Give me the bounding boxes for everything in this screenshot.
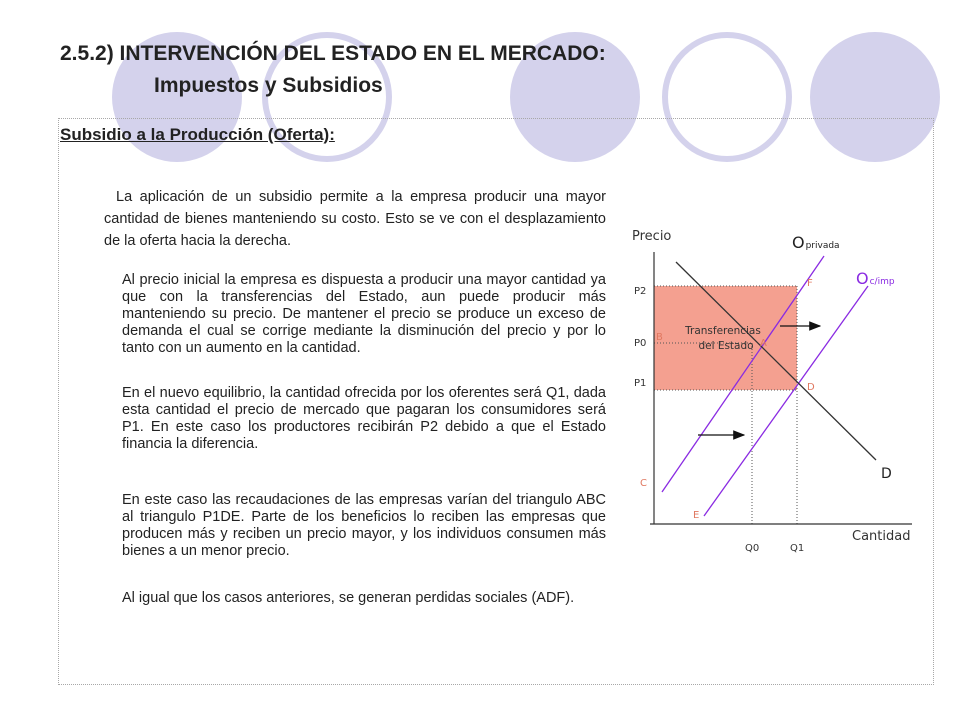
point-label-b: B bbox=[656, 332, 663, 343]
section-subtitle: Subsidio a la Producción (Oferta): bbox=[60, 125, 335, 144]
supply-private-label: Oprivada bbox=[792, 233, 840, 252]
slide-title: 2.5.2) INTERVENCIÓN DEL ESTADO EN EL MERCADO: bbox=[60, 42, 606, 65]
paragraph-3: En el nuevo equilibrio, la cantidad ofrecida por los oferentes será Q1, dada esta cantidad el precio de mercado que pagaran los consumidores será P1. En este caso los productores recibirán P2 debido a que el Estado financia la diferencia. bbox=[122, 385, 606, 452]
paragraph-2: Al precio inicial la empresa es dispuesta a producir una mayor cantidad ya que con la transferencias del Estado, aun puede producir más manteniendo su precio. De mantener el precio se produce un exceso de demanda el cual se corrige mediante la disminución del precio y por lo tanto con un aumento en la cantidad. bbox=[122, 272, 606, 356]
transfer-area bbox=[654, 286, 797, 390]
transfer-label-line2: del Estado bbox=[698, 340, 754, 352]
point-label-a: A bbox=[760, 338, 767, 349]
point-label-c: C bbox=[640, 478, 647, 489]
transfer-label-line1: Transferencias bbox=[685, 325, 761, 337]
price-label-p2: P2 bbox=[634, 286, 647, 297]
slide-title-line2: Impuestos y Subsidios bbox=[154, 74, 383, 97]
paragraph-5: Al igual que los casos anteriores, se generan perdidas sociales (ADF). bbox=[122, 590, 575, 606]
supply-subsidy-label: Oc/imp bbox=[856, 269, 895, 288]
quantity-label-q1: Q1 bbox=[790, 543, 805, 554]
demand-label: D bbox=[881, 466, 892, 482]
price-label-p1: P1 bbox=[634, 378, 647, 389]
paragraph-4: En este caso las recaudaciones de las empresas varían del triangulo ABC al triangulo P1DE. Parte de los beneficios lo reciben las empresas que producen más y reciben un precio mayor, y los individuos consumen más bienes a un menor precio. bbox=[122, 492, 606, 559]
price-label-p0: P0 bbox=[634, 338, 647, 349]
quantity-label-q0: Q0 bbox=[745, 543, 760, 554]
point-label-e: E bbox=[693, 510, 700, 521]
y-axis-label: Precio bbox=[632, 229, 672, 244]
point-label-d: D bbox=[807, 382, 815, 393]
paragraph-1: La aplicación de un subsidio permite a la empresa producir una mayor cantidad de bienes manteniendo su costo. Esto se ve con el desplazamiento de la oferta hacia la derecha. bbox=[104, 189, 606, 249]
point-label-f: F bbox=[807, 278, 813, 289]
x-axis-label: Cantidad bbox=[852, 529, 911, 544]
